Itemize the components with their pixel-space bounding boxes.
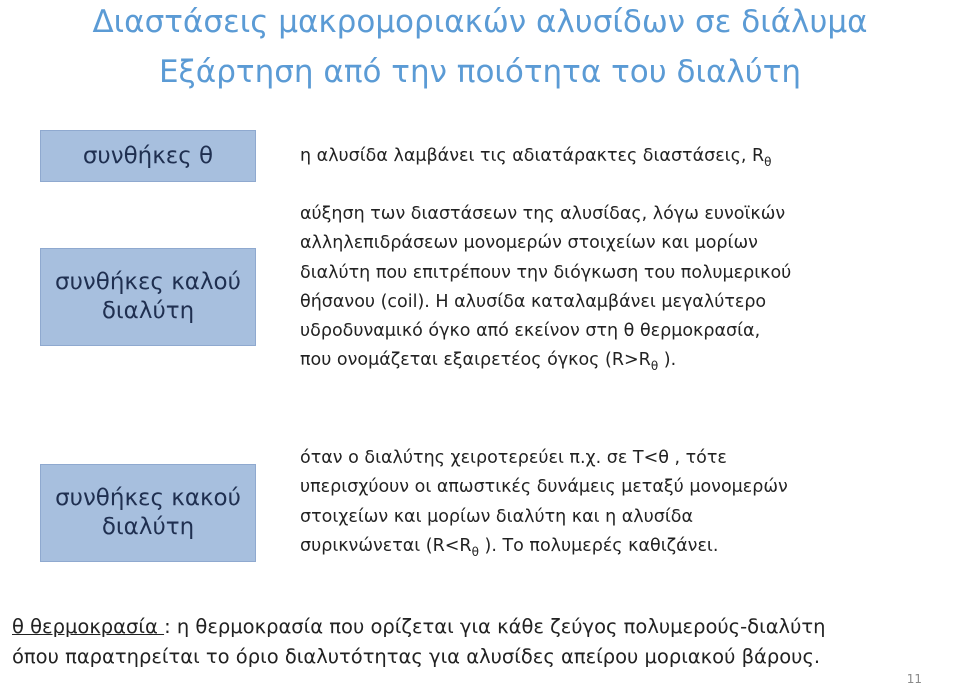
- description-line: συρικνώνεται ($R<R_\theta$ ). Το πολυμερές καθιζάνει.: [300, 535, 719, 559]
- slide-number: 11: [906, 672, 922, 686]
- definition-line-1: θ θερμοκρασία : η θερμοκρασία που ορίζεται για κάθε ζεύγος πολυμερούς-διαλύτη: [12, 615, 826, 638]
- slide-subtitle: Εξάρτηση από την ποιότητα του διαλύτη: [158, 54, 802, 90]
- poor-solvent-label: συνθήκες κακού διαλύτη: [55, 485, 241, 540]
- slide-title-line-1: Διαστάσεις μακρομοριακών αλυσίδων σε διάλυμα: [92, 4, 868, 40]
- poor-solvent-box: [40, 464, 256, 562]
- description-line: θήσανου (coil). Η αλυσίδα καταλαμβάνει μεγαλύτερο: [300, 291, 767, 312]
- description-line: στοιχείων και μορίων διαλύτη και η αλυσίδα: [300, 506, 694, 527]
- good-solvent-description: [300, 200, 950, 377]
- poor-solvent-description: [300, 444, 950, 562]
- description-line: διαλύτη που επιτρέπουν την διόγκωση του πολυμερικού: [300, 262, 792, 283]
- description-line: αλληλεπιδράσεων μονομερών στοιχείων και μορίων: [300, 233, 758, 254]
- description-line: υπερισχύουν οι απωστικές δυνάμεις μεταξύ μονομερών: [300, 477, 788, 498]
- definition-line-2: όπου παρατηρείται το όριο διαλυτότητας για αλυσίδες απείρου μοριακού βάρους.: [12, 645, 821, 668]
- description-line: που ονομάζεται εξαιρετέος όγκος ($R>R_\theta$ ).: [300, 350, 677, 374]
- definition-term: θ θερμοκρασία: [12, 615, 165, 638]
- theta-conditions-box: [40, 130, 256, 182]
- description-line: αύξηση των διαστάσεων της αλυσίδας, λόγω ευνοϊκών: [300, 204, 786, 224]
- good-solvent-label: συνθήκες καλού διαλύτη: [55, 269, 241, 324]
- theta-temperature-definition: [12, 612, 956, 672]
- theta-conditions-description: [300, 142, 950, 172]
- description-line: υδροδυναμικό όγκο από εκείνον στη θ θερμοκρασία,: [300, 321, 761, 342]
- theta-conditions-label: συνθήκες θ: [82, 142, 214, 169]
- description-line: όταν ο διαλύτης χειροτερεύει π.χ. σε T<θ , τότε: [300, 448, 727, 468]
- description-line: η αλυσίδα λαμβάνει τις αδιατάρακτες διαστάσεις, $R_\theta$: [300, 146, 772, 169]
- good-solvent-box: [40, 248, 256, 346]
